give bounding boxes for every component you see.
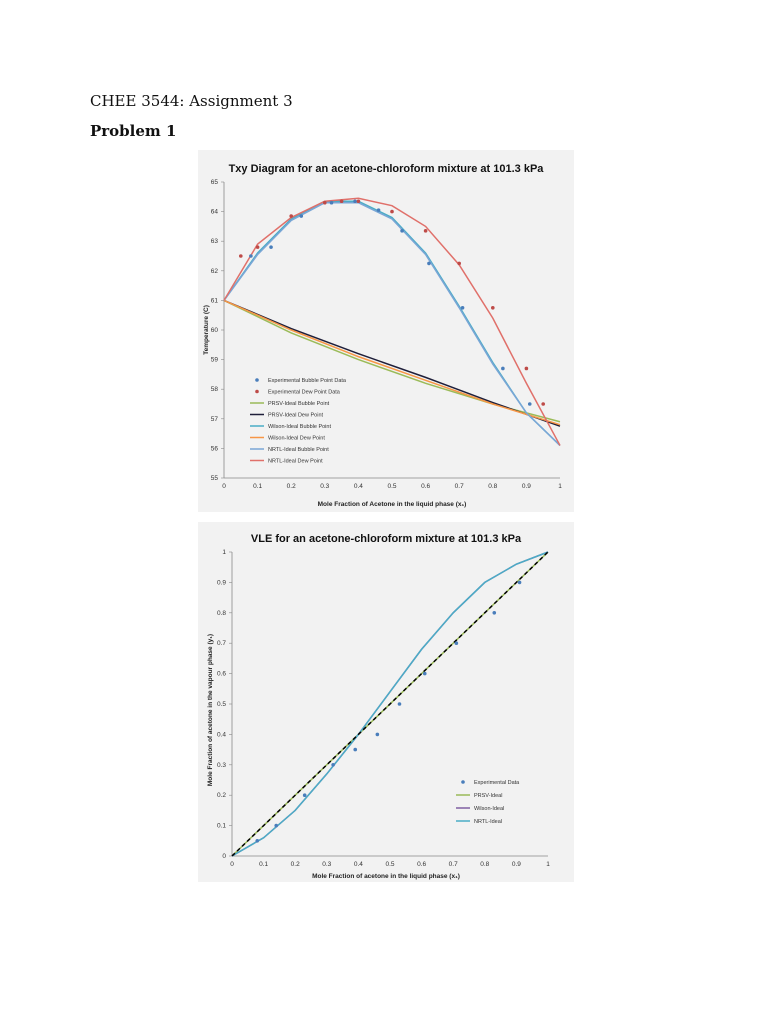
data-point <box>376 733 380 737</box>
x-tick-label: 0.2 <box>286 483 296 490</box>
y-tick-label: 0.6 <box>216 670 226 678</box>
data-point <box>256 245 260 249</box>
data-point <box>518 581 522 585</box>
y-tick-label: 0.8 <box>216 609 226 617</box>
y-tick-label: 63 <box>210 238 218 246</box>
x-tick-label: 0.7 <box>454 483 464 490</box>
y-tick-label: 0.4 <box>216 731 226 739</box>
data-point <box>461 306 465 310</box>
txy-chart-svg <box>198 150 574 512</box>
y-axis-label: Temperature (C) <box>203 305 210 355</box>
legend-label: Wilson-Ideal Dew Point <box>268 435 325 442</box>
legend-label: Wilson-Ideal <box>474 806 505 812</box>
chart-title: Txy Diagram for an acetone-chloroform mixture at 101.3 kPa <box>228 163 544 175</box>
y-tick-label: 59 <box>210 356 218 364</box>
x-tick-label: 0.4 <box>353 861 363 868</box>
x-axis-label: Mole Fraction of Acetone in the liquid phase (x₁) <box>317 501 467 508</box>
data-point <box>340 199 344 203</box>
y-tick-label: 57 <box>210 415 218 423</box>
x-tick-label: 0.7 <box>448 861 458 868</box>
data-point <box>525 367 529 371</box>
y-tick-label: 0.7 <box>216 640 226 648</box>
y-tick-label: 65 <box>210 179 218 186</box>
x-tick-label: 0 <box>230 861 234 868</box>
data-point <box>400 229 404 233</box>
y-axis-label: Mole Fraction of acetone in the vapour phase (y₁) <box>207 633 214 787</box>
document-title: CHEE 3544: Assignment 3 <box>90 92 293 110</box>
x-tick-label: 0.1 <box>259 861 269 868</box>
legend-marker <box>255 378 259 382</box>
legend-label: Wilson-Ideal Bubble Point <box>268 424 331 430</box>
y-tick-label: 60 <box>210 327 218 334</box>
x-tick-label: 0.3 <box>320 483 330 490</box>
legend-label: Experimental Data <box>474 780 520 786</box>
chart-background <box>198 522 574 882</box>
x-tick-label: 0.2 <box>290 861 300 868</box>
txy-chart <box>198 150 574 512</box>
chart-title: VLE for an acetone-chloroform mixture at 101.3 kPa <box>250 533 522 545</box>
data-point <box>501 367 505 371</box>
y-tick-label: 1 <box>222 549 226 556</box>
data-point <box>249 254 253 258</box>
x-tick-label: 0.8 <box>488 483 498 490</box>
problem-heading: Problem 1 <box>90 122 177 140</box>
y-tick-label: 0 <box>222 853 226 860</box>
legend-label: PRSV-Ideal <box>474 793 503 799</box>
x-tick-label: 1 <box>546 861 550 868</box>
data-point <box>455 641 459 645</box>
y-tick-label: 58 <box>210 386 218 394</box>
y-tick-label: 55 <box>210 475 218 482</box>
data-point <box>427 262 431 266</box>
data-point <box>528 402 532 406</box>
y-tick-label: 62 <box>210 267 218 275</box>
data-point <box>492 611 496 615</box>
legend-marker <box>461 780 465 784</box>
data-point <box>289 214 293 218</box>
legend-marker <box>255 390 259 394</box>
x-tick-label: 0.9 <box>521 483 531 490</box>
x-tick-label: 0.1 <box>253 483 263 490</box>
x-tick-label: 0.6 <box>417 861 427 868</box>
data-point <box>299 214 303 218</box>
legend-label: NRTL-Ideal Dew Point <box>268 458 323 465</box>
data-point <box>390 210 394 214</box>
x-axis-label: Mole Fraction of acetone in the liquid phase (x₁) <box>312 873 460 880</box>
legend-label: PRSV-Ideal Dew Point <box>268 412 324 419</box>
data-point <box>541 402 545 406</box>
vle-chart-svg <box>198 522 574 882</box>
y-tick-label: 56 <box>210 445 218 453</box>
legend-label: NRTL-Ideal Bubble Point <box>268 447 329 453</box>
vle-chart <box>198 522 574 882</box>
data-point <box>255 839 259 843</box>
x-tick-label: 0.3 <box>322 861 332 868</box>
legend-label: NRTL-Ideal <box>474 819 503 825</box>
data-point <box>398 702 402 706</box>
data-point <box>423 672 427 676</box>
data-point <box>353 199 357 203</box>
data-point <box>377 208 381 212</box>
data-point <box>491 306 495 310</box>
x-tick-label: 0.6 <box>421 483 431 490</box>
data-point <box>269 245 273 249</box>
y-tick-label: 64 <box>210 208 218 216</box>
y-tick-label: 0.5 <box>216 701 226 708</box>
data-point <box>331 763 335 767</box>
x-tick-label: 0 <box>222 483 226 490</box>
x-tick-label: 1 <box>558 483 562 490</box>
x-tick-label: 0.5 <box>385 861 395 868</box>
legend-label: Experimental Dew Point Data <box>268 389 340 396</box>
x-tick-label: 0.8 <box>480 861 490 868</box>
data-point <box>357 199 361 203</box>
data-point <box>239 254 243 258</box>
x-tick-label: 0.5 <box>387 483 397 490</box>
data-point <box>424 229 428 233</box>
data-point <box>323 201 327 205</box>
y-tick-label: 0.3 <box>216 761 226 769</box>
data-point <box>274 824 278 828</box>
y-tick-label: 0.1 <box>216 822 226 830</box>
y-tick-label: 61 <box>210 297 218 305</box>
x-tick-label: 0.4 <box>353 483 363 490</box>
data-point <box>457 262 461 266</box>
legend-label: PRSV-Ideal Bubble Point <box>268 401 330 407</box>
data-point <box>353 748 357 752</box>
data-point <box>303 793 307 797</box>
y-tick-label: 0.2 <box>216 792 226 800</box>
data-point <box>330 201 334 205</box>
y-tick-label: 0.9 <box>216 579 226 587</box>
legend-label: Experimental Bubble Point Data <box>268 378 346 384</box>
x-tick-label: 0.9 <box>511 861 521 868</box>
